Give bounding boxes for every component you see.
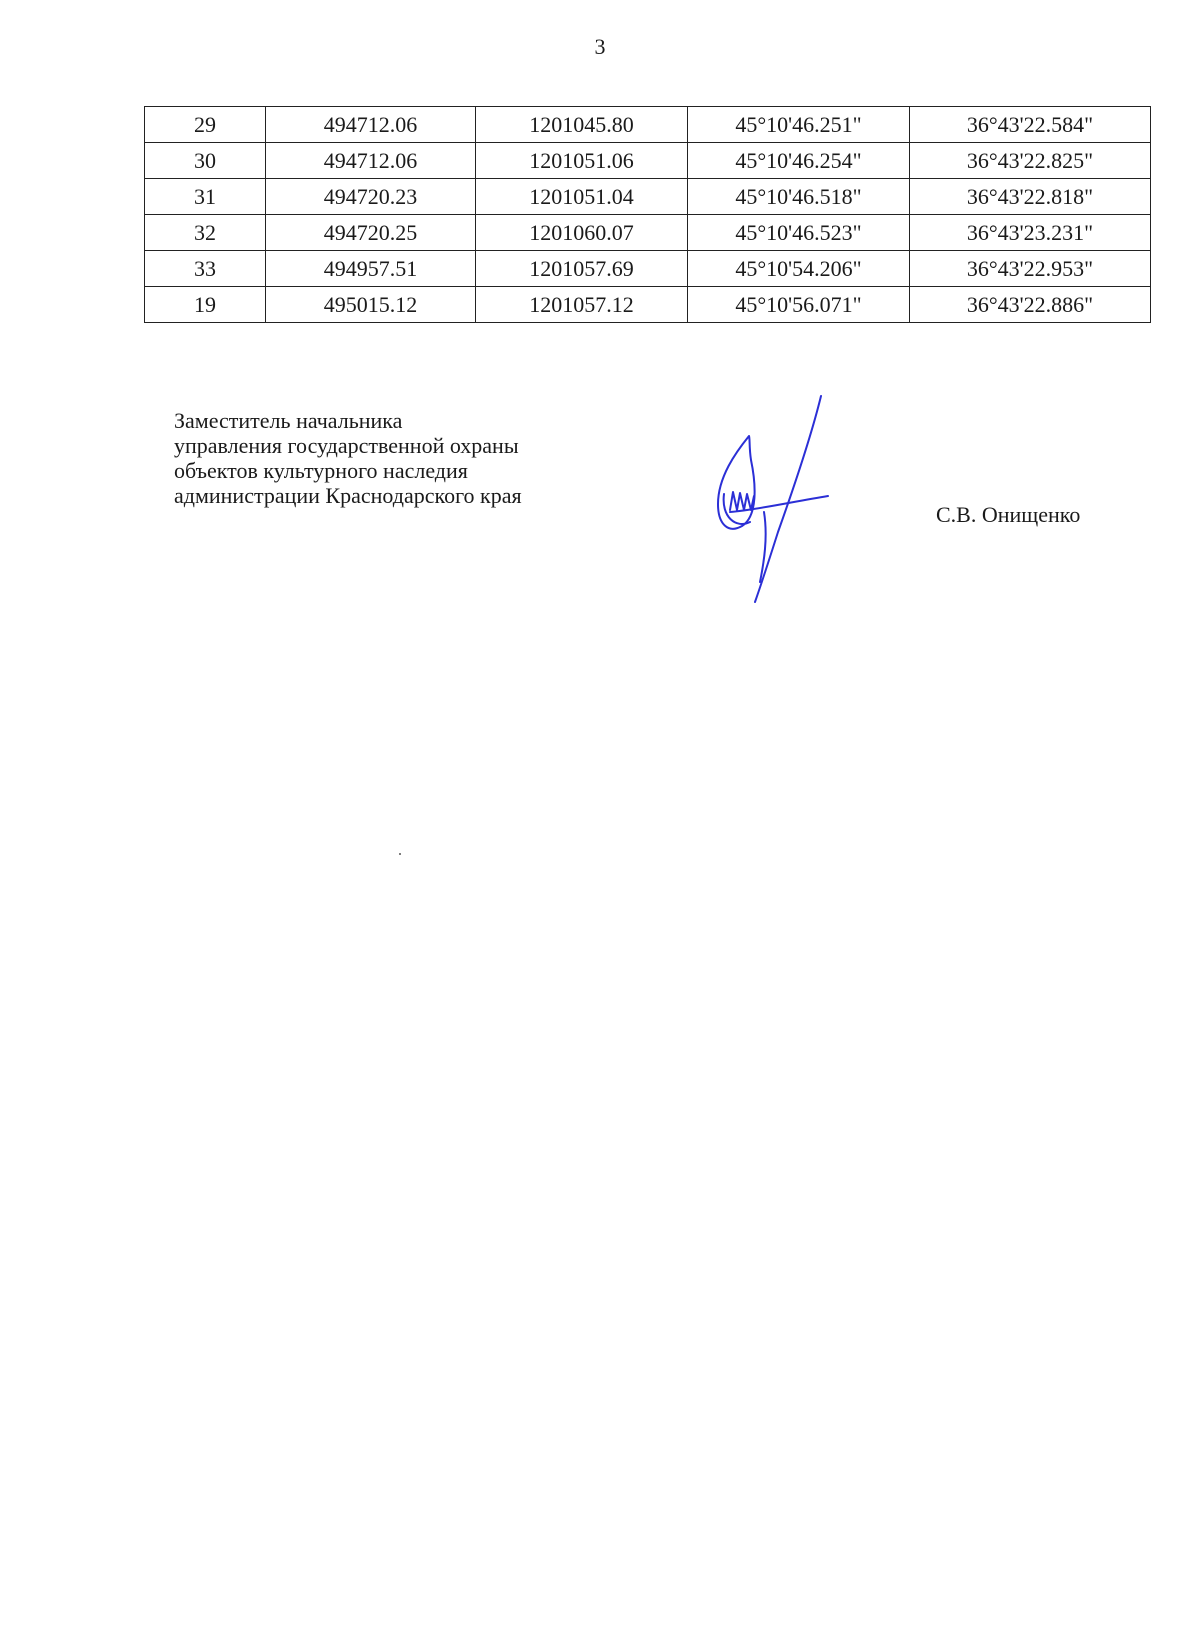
scan-speck: [399, 853, 401, 855]
signatory-position-line: управления государственной охраны: [174, 433, 519, 458]
x-coordinate-cell: 494957.51: [266, 251, 476, 287]
longitude-cell: 36°43'22.818": [910, 179, 1151, 215]
x-coordinate-cell: 494720.23: [266, 179, 476, 215]
signer-name: С.В. Онищенко: [936, 502, 1081, 527]
y-coordinate-cell: 1201057.69: [476, 251, 688, 287]
x-coordinate-cell: 494712.06: [266, 143, 476, 179]
longitude-cell: 36°43'23.231": [910, 215, 1151, 251]
point-number-cell: 19: [145, 287, 266, 323]
table-row: [145, 143, 1151, 179]
signatory-position-line: Заместитель начальника: [174, 408, 403, 433]
y-coordinate-cell: 1201051.06: [476, 143, 688, 179]
x-coordinate-cell: 494720.25: [266, 215, 476, 251]
signatory-position-line: объектов культурного наследия: [174, 458, 468, 483]
point-number-cell: 30: [145, 143, 266, 179]
x-coordinate-cell: 494712.06: [266, 107, 476, 143]
point-number-cell: 32: [145, 215, 266, 251]
page-number: 3: [594, 34, 606, 59]
signature-icon: [716, 392, 866, 608]
table-row: [145, 215, 1151, 251]
point-number-cell: 29: [145, 107, 266, 143]
point-number-cell: 33: [145, 251, 266, 287]
latitude-cell: 45°10'46.254": [688, 143, 910, 179]
signatory-position-line: администрации Краснодарского края: [174, 483, 522, 508]
point-number-cell: 31: [145, 179, 266, 215]
latitude-cell: 45°10'46.251": [688, 107, 910, 143]
y-coordinate-cell: 1201045.80: [476, 107, 688, 143]
table-row: [145, 179, 1151, 215]
latitude-cell: 45°10'46.523": [688, 215, 910, 251]
table-row: [145, 107, 1151, 143]
longitude-cell: 36°43'22.584": [910, 107, 1151, 143]
coordinates-table: [144, 106, 1151, 323]
x-coordinate-cell: 495015.12: [266, 287, 476, 323]
latitude-cell: 45°10'46.518": [688, 179, 910, 215]
y-coordinate-cell: 1201060.07: [476, 215, 688, 251]
signatory-position: [174, 408, 522, 508]
table-row: [145, 251, 1151, 287]
longitude-cell: 36°43'22.886": [910, 287, 1151, 323]
latitude-cell: 45°10'54.206": [688, 251, 910, 287]
y-coordinate-cell: 1201057.12: [476, 287, 688, 323]
y-coordinate-cell: 1201051.04: [476, 179, 688, 215]
longitude-cell: 36°43'22.825": [910, 143, 1151, 179]
longitude-cell: 36°43'22.953": [910, 251, 1151, 287]
latitude-cell: 45°10'56.071": [688, 287, 910, 323]
table-row: [145, 287, 1151, 323]
